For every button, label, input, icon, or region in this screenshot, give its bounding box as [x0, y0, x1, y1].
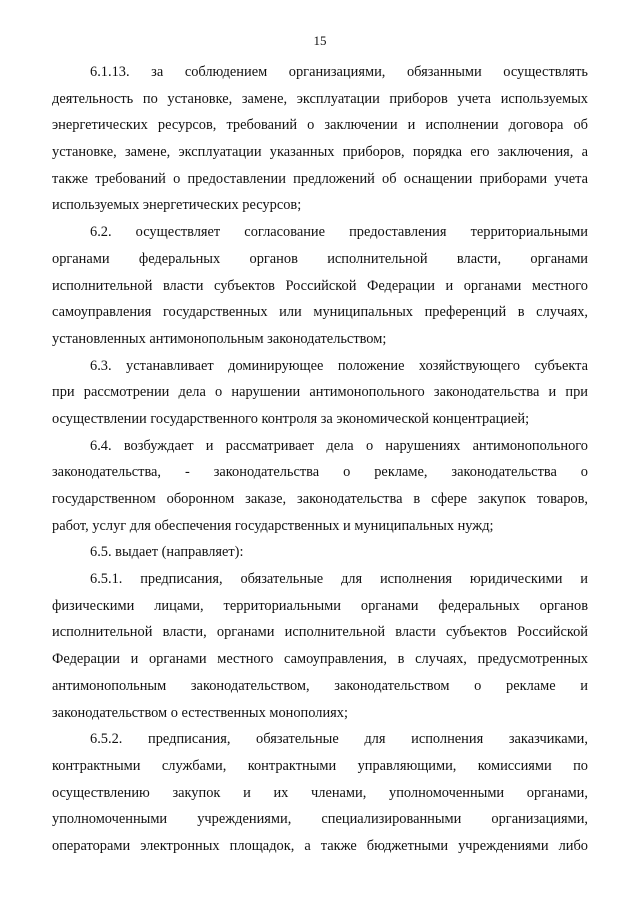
page-number: 15 [313, 33, 327, 48]
paragraph-line: 6.5.1. предписания, обязательные для исполнения юридическими и [90, 571, 588, 588]
paragraph-line: 6.4. возбуждает и рассматривает дела о нарушениях антимонопольного [90, 437, 588, 454]
paragraph-line: деятельность по установке, замене, эксплуатации приборов учета используемых [52, 90, 588, 107]
paragraph-line: 6.5.2. предписания, обязательные для исполнения заказчиками, [90, 731, 588, 748]
paragraph [52, 353, 588, 433]
paragraph-line: самоуправления государственных или муниципальных преференций в случаях, [52, 304, 588, 321]
paragraph-line: установленных антимонопольным законодательством; [52, 330, 387, 347]
document-body [52, 59, 588, 860]
paragraph [52, 726, 588, 859]
paragraph-line: контрактными службами, контрактными управляющими, комиссиями по [52, 757, 588, 774]
paragraph-line: используемых энергетических ресурсов; [52, 197, 302, 214]
paragraph [52, 59, 588, 219]
paragraph-line: исполнительной власти субъектов Российской Федерации и органами местного [52, 277, 588, 294]
paragraph-line: государственном оборонном заказе, законодательства в сфере закупок товаров, [52, 491, 588, 507]
paragraph-line: законодательства, - законодательства о рекламе, законодательства о [52, 464, 588, 481]
paragraph-line: Федерации и органами местного самоуправления, в случаях, предусмотренных [52, 651, 588, 668]
paragraph-line: установке, замене, эксплуатации указанных приборов, порядка его заключения, а [52, 144, 588, 161]
paragraph-line: антимонопольным законодательством, законодательством о рекламе и [52, 677, 588, 694]
paragraph-line: уполномоченными учреждениями, специализированными организациями, [52, 811, 588, 828]
paragraph [52, 219, 588, 352]
paragraph-line: операторами электронных площадок, а также бюджетными учреждениями либо [52, 837, 588, 854]
paragraph-line: законодательством о естественных монополиях; [52, 704, 348, 721]
paragraph-line: исполнительной власти, органами исполнительной власти субъектов Российской [52, 624, 588, 641]
paragraph-line: осуществлению закупок и их членами, уполномоченными органами, [52, 784, 588, 801]
paragraph-line: 6.5. выдает (направляет): [90, 544, 244, 561]
paragraph-line: 6.3. устанавливает доминирующее положение хозяйствующего субъекта [90, 357, 588, 374]
paragraph-line: осуществлении государственного контроля за экономической концентрацией; [52, 410, 530, 427]
paragraph-line: 6.1.13. за соблюдением организациями, обязанными осуществлять [90, 64, 588, 80]
paragraph-line: также требований о предоставлении предложений об оснащении приборами учета [52, 170, 588, 187]
paragraph-line: 6.2. осуществляет согласование предоставления территориальными [90, 224, 588, 241]
paragraph [52, 433, 588, 540]
paragraph-line: органами федеральных органов исполнительной власти, органами [52, 250, 588, 267]
paragraph-line: энергетических ресурсов, требований о заключении и исполнении договора об [52, 117, 588, 134]
paragraph-line: работ, услуг для обеспечения государственных и муниципальных нужд; [52, 517, 494, 534]
paragraph [52, 566, 588, 726]
paragraph-line: при рассмотрении дела о нарушении антимонопольного законодательства и при [52, 384, 588, 401]
paragraph [52, 539, 588, 566]
paragraph-line: физическими лицами, территориальными органами федеральных органов [52, 597, 588, 614]
